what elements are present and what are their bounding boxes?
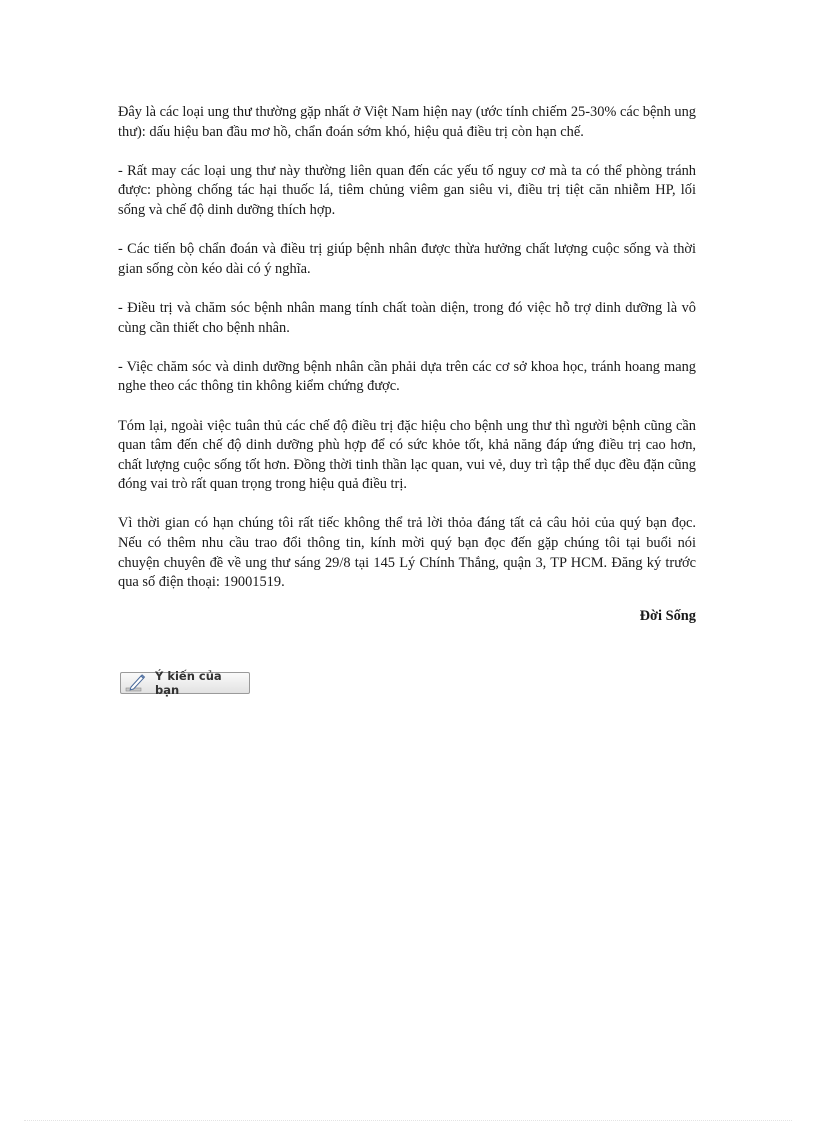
article-signature: Đời Sống xyxy=(639,607,696,624)
article-paragraph-science: - Việc chăm sóc và dinh dưỡng bệnh nhân cần phải dựa trên các cơ sở khoa học, tránh hoang mang nghe theo các thông tin không kiểm chứng được. xyxy=(118,358,696,395)
article-body xyxy=(118,103,696,626)
article-paragraph-care: - Điều trị và chăm sóc bệnh nhân mang tính chất toàn diện, trong đó việc hỗ trợ dinh dưỡng là vô cùng cần thiết cho bệnh nhân. xyxy=(118,299,696,336)
feedback-button-label: Ý kiến của bạn xyxy=(155,669,222,697)
pen-icon xyxy=(125,673,147,693)
article-paragraph-prevention: - Rất may các loại ung thư này thường liên quan đến các yếu tố nguy cơ mà ta có thể phòng tránh được: phòng chống tác hại thuốc lá, tiêm chủng viêm gan siêu vi, điều trị tiệt căn nhiễm HP, lối sống và chế độ dinh dưỡng thích hợp. xyxy=(118,162,696,218)
article-paragraph-summary: Tóm lại, ngoài việc tuân thủ các chế độ điều trị đặc hiệu cho bệnh ung thư thì người bệnh cũng cần quan tâm đến chế độ dinh dưỡng phù hợp để có sức khỏe tốt, khả năng đáp ứng điều trị cao hơn, chất lượng cuộc sống tốt hơn. Đồng thời tinh thần lạc quan, vui vẻ, duy trì tập thể dục đều đặn cũng đóng vai trò rất quan trọng trong hiệu quả điều trị. xyxy=(118,417,696,493)
page-bottom-divider xyxy=(24,1120,792,1121)
feedback-button[interactable] xyxy=(120,669,250,697)
article-paragraph-progress: - Các tiến bộ chẩn đoán và điều trị giúp bệnh nhân được thừa hưởng chất lượng cuộc sống và thời gian sống còn kéo dài có ý nghĩa. xyxy=(118,241,696,277)
article-paragraph-closing: Vì thời gian có hạn chúng tôi rất tiếc không thể trả lời thỏa đáng tất cả câu hỏi của quý bạn đọc. Nếu có thêm nhu cầu trao đổi thông tin, kính mời quý bạn đọc đến gặp chúng tôi tại buổi nói chuyện chuyên đề về ung thư sáng 29/8 tại 145 Lý Chính Thắng, quận 3, TP HCM. Đăng ký trước qua số điện thoại: 19001519. xyxy=(118,515,696,591)
article-paragraph-intro: Đây là các loại ung thư thường gặp nhất ở Việt Nam hiện nay (ước tính chiếm 25-30% các bệnh ung thư): dấu hiệu ban đầu mơ hồ, chẩn đoán sớm khó, hiệu quả điều trị còn hạn chế. xyxy=(118,104,696,140)
